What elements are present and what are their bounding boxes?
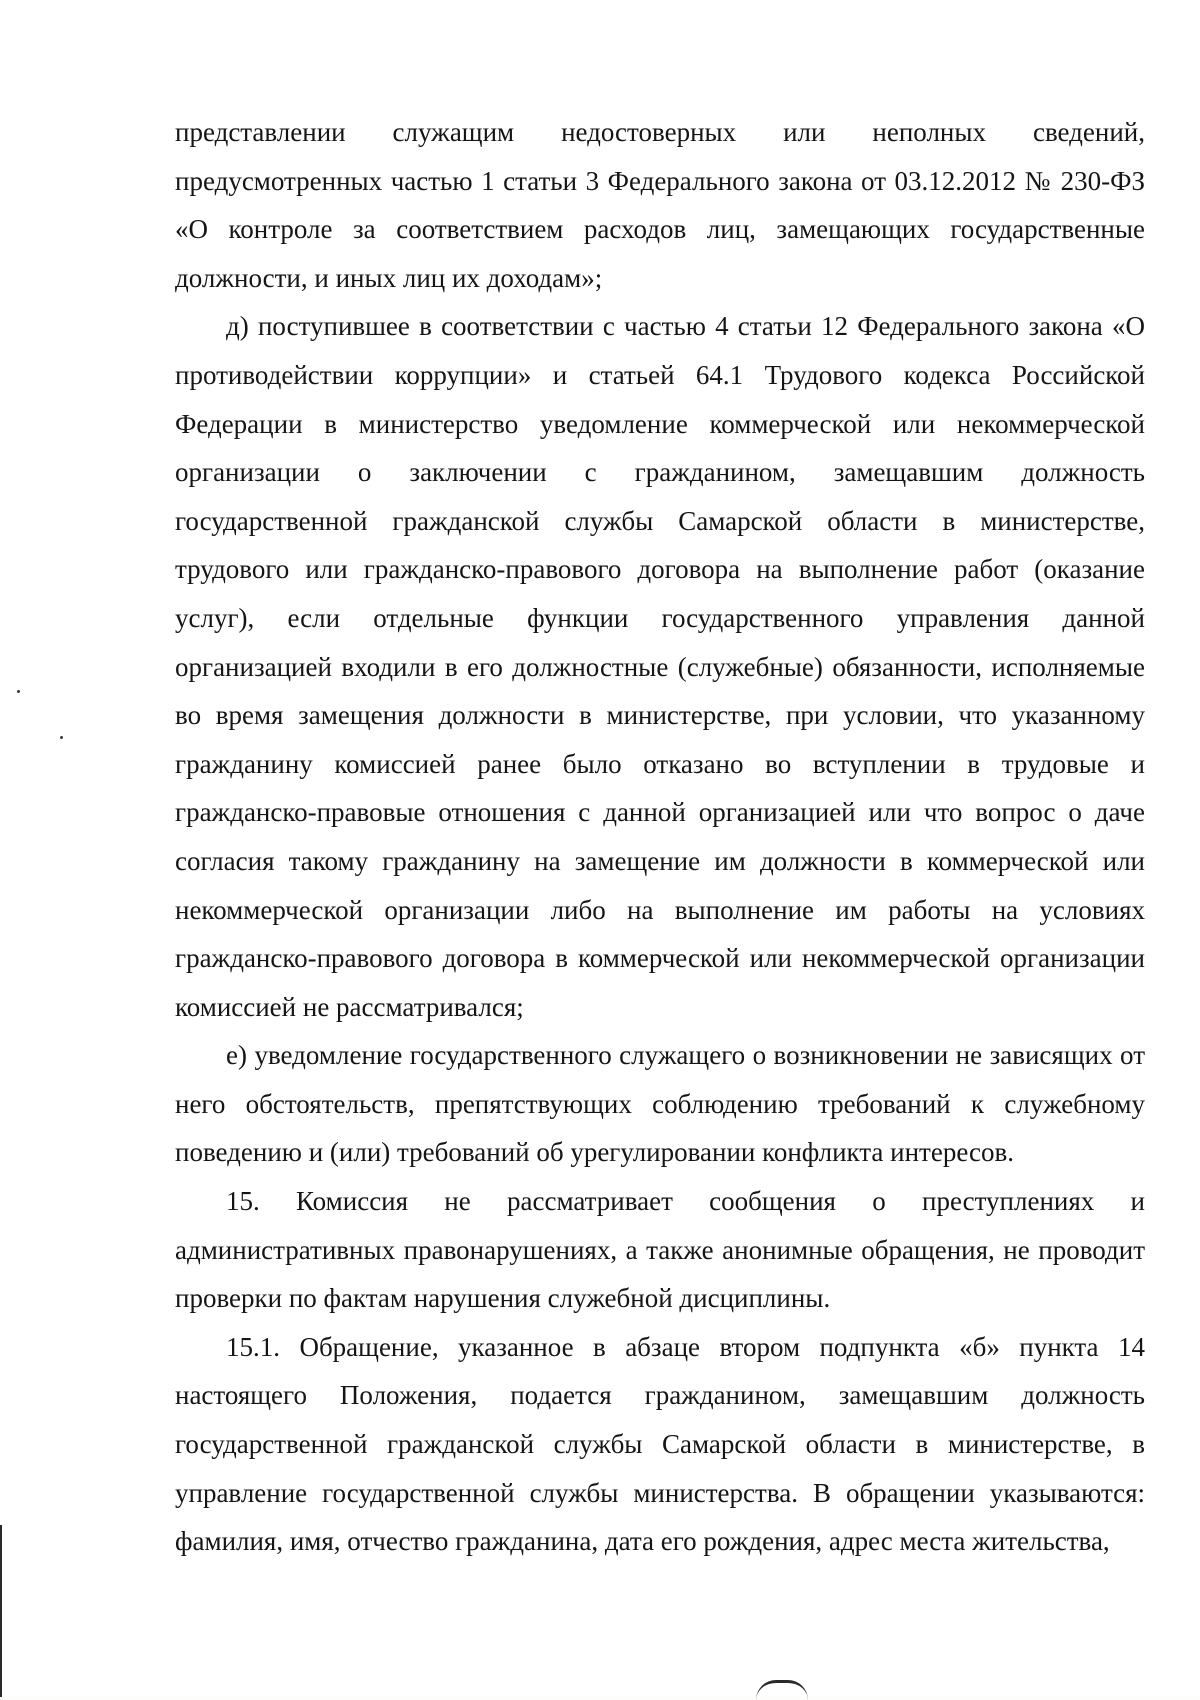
paragraph-item-e: е) уведомление государственного служащего о возникновении не зависящих от него обстоятельств, препятствующих соблюдению требований к служебному поведению и (или) требований об урегулировании конфликта интересов. (175, 1040, 1145, 1168)
scan-speck (60, 736, 63, 739)
paragraph-item-d: д) поступившее в соответствии с частью 4 статьи 12 Федерального закона «О противодействии коррупции» и статьей 64.1 Трудового кодекса Российской Федерации в министерство уведомление коммерческой или некоммерческой организации о заключении с гражданином, замещавшим должность государственной гражданской службы Самарской области в министерстве, трудового или гражданско-правового договора на выполнение работ (оказание услуг), если отдельные функции государственного управления данной организацией входили в его должностные (служебные) обязанности, исполняемые во время замещения должности в министерстве, при условии, что указанному гражданину комиссией ранее было отказано во вступлении в трудовые и гражданско-правовые отношения с данной организацией или что вопрос о даче согласия такому гражданину на замещение им должности в коммерческой или некоммерческой организации либо на выполнение им работы на условиях гражданско-правового договора в коммерческой или некоммерческой организации комиссией не рассматривался; (175, 311, 1145, 1022)
paragraph-clause-15-1: 15.1. Обращение, указанное в абзаце втором подпункта «б» пункта 14 настоящего Положения, подается гражданином, замещавшим должность государственной гражданской службы Самарской области в министерстве, в управление государственной службы министерства. В обращении указываются: фамилия, имя, отчество гражданина, дата его рождения, адрес места жительства, (175, 1331, 1145, 1557)
scan-edge-mark (0, 1525, 2, 1697)
paragraph-continuation: представлении служащим недостоверных или неполных сведений, предусмотренных частью 1 статьи 3 Федерального закона от 03.12.2012 № 230-ФЗ «О контроле за соответствием расходов лиц, замещающих государственные должности, и иных лиц их доходам»; (175, 117, 1145, 293)
document-body (175, 108, 1145, 1566)
scan-speck (17, 690, 20, 693)
page-number-fragment (756, 1680, 808, 1700)
paragraph-clause-15: 15. Комиссия не рассматривает сообщения о преступлениях и административных правонарушениях, а также анонимные обращения, не проводит проверки по фактам нарушения служебной дисциплины. (175, 1186, 1145, 1314)
